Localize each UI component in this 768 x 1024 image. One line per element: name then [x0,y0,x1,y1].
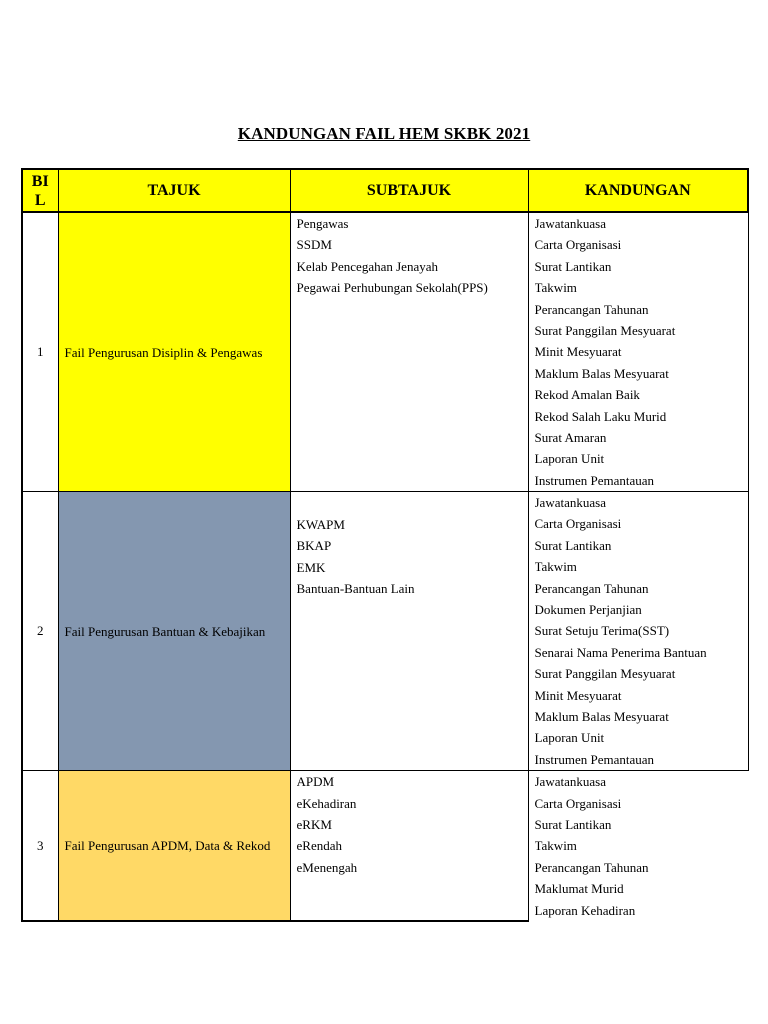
kandungan-item: Carta Organisasi [534,237,622,253]
row-title: Fail Pengurusan Disiplin & Pengawas [58,212,290,492]
kandungan-item: Surat Lantikan [534,816,612,832]
kandungan-item: Surat Panggilan Mesyuarat [534,322,676,338]
row-title: Fail Pengurusan Bantuan & Kebajikan [58,492,290,771]
kandungan-item: Carta Organisasi [534,795,622,811]
kandungan-item: Instrumen Pemantauan [534,751,654,767]
subtajuk-item: Pegawai Perhubungan Sekolah(PPS) [296,280,488,296]
subtajuk-item: eRendah [296,838,342,854]
subtajuk-item: EMK [296,559,326,575]
subtajuk-item: APDM [296,774,335,790]
kandungan-item: Surat Amaran [534,429,607,445]
kandungan-item: Jawatankuasa [534,495,606,511]
header-subtajuk: SUBTAJUK [290,169,528,212]
table-row [22,492,748,771]
row-contents [528,771,748,921]
kandungan-item: Takwim [534,559,577,575]
subtajuk-item: eKehadiran [296,795,357,811]
subtajuk-item: KWAPM [296,517,345,533]
kandungan-item: Surat Lantikan [534,537,612,553]
kandungan-item: Jawatankuasa [534,774,606,790]
kandungan-item: Maklum Balas Mesyuarat [534,708,669,724]
kandungan-item: Dokumen Perjanjian [534,602,642,618]
row-contents [528,492,748,771]
kandungan-item: Maklum Balas Mesyuarat [534,365,669,381]
subtajuk-item: SSDM [296,237,332,253]
kandungan-item: Jawatankuasa [534,216,606,231]
header-row [22,169,748,212]
row-number: 3 [22,771,58,921]
subtajuk-item: Kelab Pencegahan Jenayah [296,258,438,274]
kandungan-item: Laporan Unit [534,730,605,746]
kandungan-item: Surat Setuju Terima(SST) [534,623,670,639]
row-subtitles [290,212,528,492]
kandungan-item: Minit Mesyuarat [534,344,622,360]
kandungan-item: Surat Panggilan Mesyuarat [534,666,676,682]
kandungan-item: Rekod Amalan Baik [534,387,640,403]
kandungan-item: Laporan Kehadiran [534,902,636,918]
kandungan-item: Takwim [534,280,577,296]
header-tajuk: TAJUK [58,169,290,212]
row-number: 1 [22,212,58,492]
header-kandungan: KANDUNGAN [528,169,748,212]
row-title: Fail Pengurusan APDM, Data & Rekod [58,771,290,921]
kandungan-item: Maklumat Murid [534,881,624,897]
subtajuk-item: Pengawas [296,216,349,231]
row-number: 2 [22,492,58,771]
kandungan-item: Surat Lantikan [534,258,612,274]
kandungan-item: Carta Organisasi [534,516,622,532]
subtajuk-item: BKAP [296,538,332,554]
header-bil: BI L [22,169,58,212]
subtajuk-item: Bantuan-Bantuan Lain [296,581,415,597]
row-subtitles [290,771,528,921]
row-subtitles [290,492,528,771]
row-contents [528,212,748,492]
kandungan-item: Rekod Salah Laku Murid [534,408,667,424]
kandungan-item: Minit Mesyuarat [534,687,622,703]
kandungan-item: Perancangan Tahunan [534,301,649,317]
table-row [22,212,748,492]
contents-table [21,168,749,922]
kandungan-item: Takwim [534,838,577,854]
subtajuk-item: eMenengah [296,859,358,875]
kandungan-item: Laporan Unit [534,451,605,467]
kandungan-item: Instrumen Pemantauan [534,472,654,488]
document-title: KANDUNGAN FAIL HEM SKBK 2021 [237,124,531,143]
kandungan-item: Senarai Nama Penerima Bantuan [534,644,707,660]
subtajuk-item: eRKM [296,816,332,832]
kandungan-item: Perancangan Tahunan [534,580,649,596]
kandungan-item: Perancangan Tahunan [534,859,649,875]
table-row [22,771,748,921]
